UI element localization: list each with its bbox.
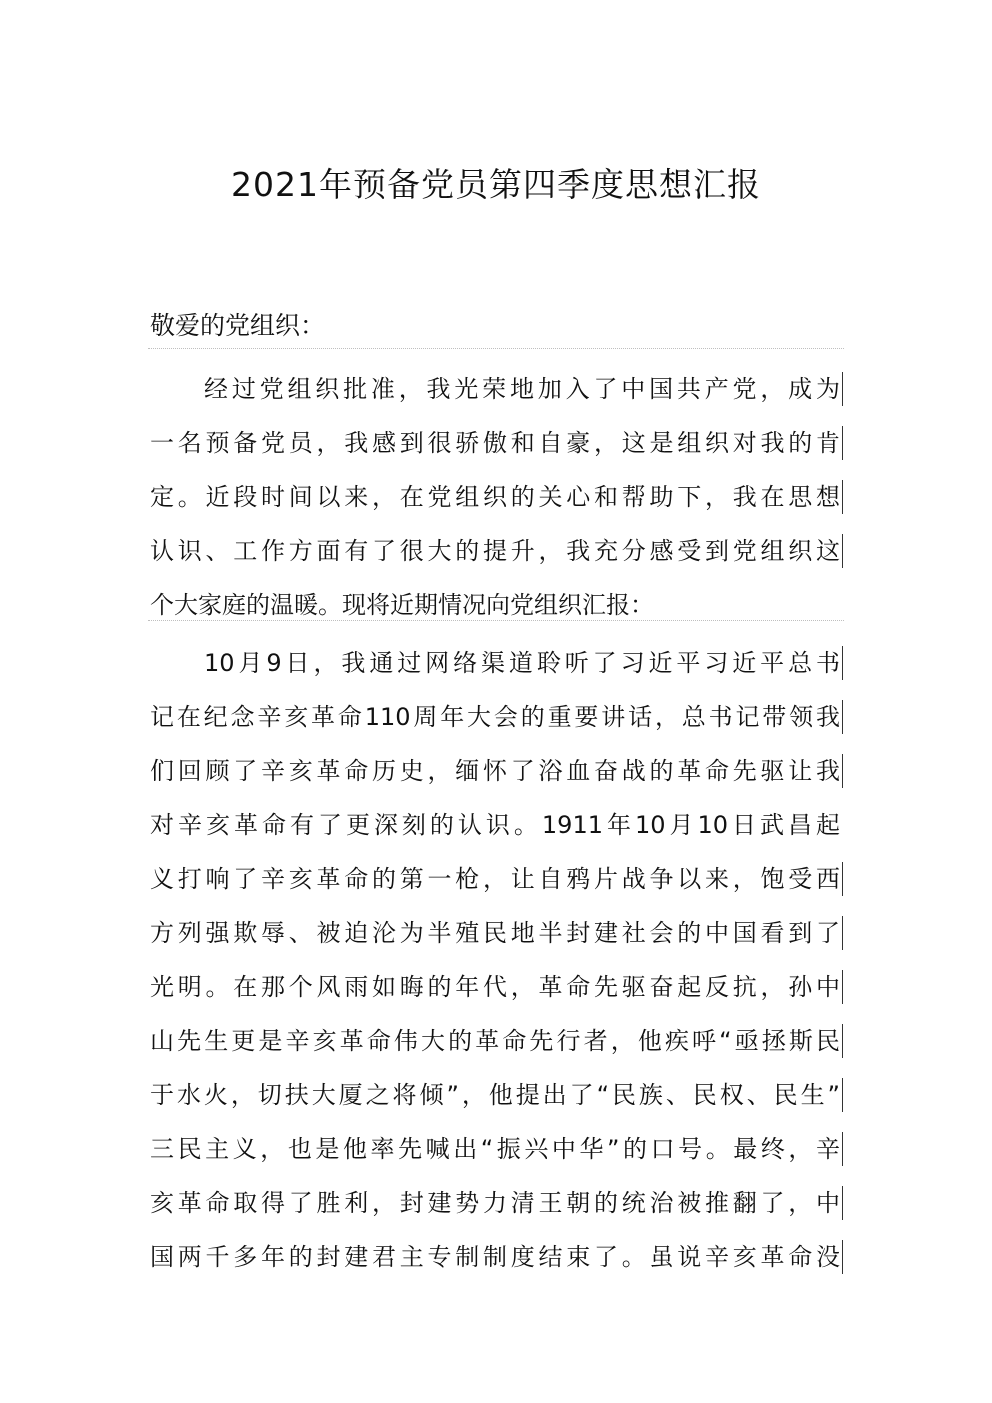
margin-mark xyxy=(842,480,843,514)
paragraph-line: 亥革命取得了胜利，封建势力清王朝的统治被推翻了，中 xyxy=(150,1189,840,1217)
paragraph-1 xyxy=(150,362,840,632)
paragraph-2 xyxy=(150,636,840,1284)
margin-mark xyxy=(842,916,843,950)
margin-mark xyxy=(842,862,843,896)
margin-mark xyxy=(842,1240,843,1274)
paragraph-line: 方列强欺辱、被迫沦为半殖民地半封建社会的中国看到了 xyxy=(150,919,840,947)
margin-mark xyxy=(842,1132,843,1166)
margin-mark xyxy=(842,646,843,680)
paragraph-line: 经过党组织批准，我光荣地加入了中国共产党，成为 xyxy=(204,375,840,403)
paragraph-line: 义打响了辛亥革命的第一枪，让自鸦片战争以来，饱受西 xyxy=(150,865,840,893)
paragraph-line: 国两千多年的封建君主专制制度结束了。虽说辛亥革命没 xyxy=(150,1243,840,1271)
margin-mark xyxy=(842,970,843,1004)
document-title: 2021年预备党员第四季度思想汇报 xyxy=(231,165,761,204)
paragraph-line: 光明。在那个风雨如晦的年代，革命先驱奋起反抗，孙中 xyxy=(150,973,840,1001)
paragraph-line: 10月9日，我通过网络渠道聆听了习近平习近平总书 xyxy=(204,649,840,677)
margin-mark xyxy=(842,426,843,460)
paragraph-line: 于水火，切扶大厦之将倾”，他提出了“民族、民权、民生” xyxy=(150,1081,840,1109)
margin-mark xyxy=(842,754,843,788)
margin-mark xyxy=(842,1024,843,1058)
paragraph-line: 认识、工作方面有了很大的提升，我充分感受到党组织这 xyxy=(150,537,840,565)
paragraph-line: 定。近段时间以来，在党组织的关心和帮助下，我在思想 xyxy=(150,483,840,511)
paragraph-line: 们回顾了辛亥革命历史，缅怀了浴血奋战的革命先驱让我 xyxy=(150,757,840,785)
divider xyxy=(148,620,844,621)
margin-mark xyxy=(842,534,843,568)
paragraph-line: 三民主义，也是他率先喊出“振兴中华”的口号。最终，辛 xyxy=(150,1135,840,1163)
paragraph-line: 一名预备党员，我感到很骄傲和自豪，这是组织对我的肯 xyxy=(150,429,840,457)
divider xyxy=(148,348,844,349)
salutation: 敬爱的党组织： xyxy=(150,311,326,340)
margin-mark xyxy=(842,1186,843,1220)
margin-mark xyxy=(842,1078,843,1112)
paragraph-line: 个大家庭的温暖。现将近期情况向党组织汇报： xyxy=(150,591,654,619)
paragraph-line: 记在纪念辛亥革命110周年大会的重要讲话，总书记带领我 xyxy=(150,703,840,731)
margin-mark xyxy=(842,700,843,734)
paragraph-line: 对辛亥革命有了更深刻的认识。1911年10月10日武昌起 xyxy=(150,811,840,839)
margin-mark xyxy=(842,372,843,406)
paragraph-line: 山先生更是辛亥革命伟大的革命先行者，他疾呼“亟拯斯民 xyxy=(150,1027,840,1055)
